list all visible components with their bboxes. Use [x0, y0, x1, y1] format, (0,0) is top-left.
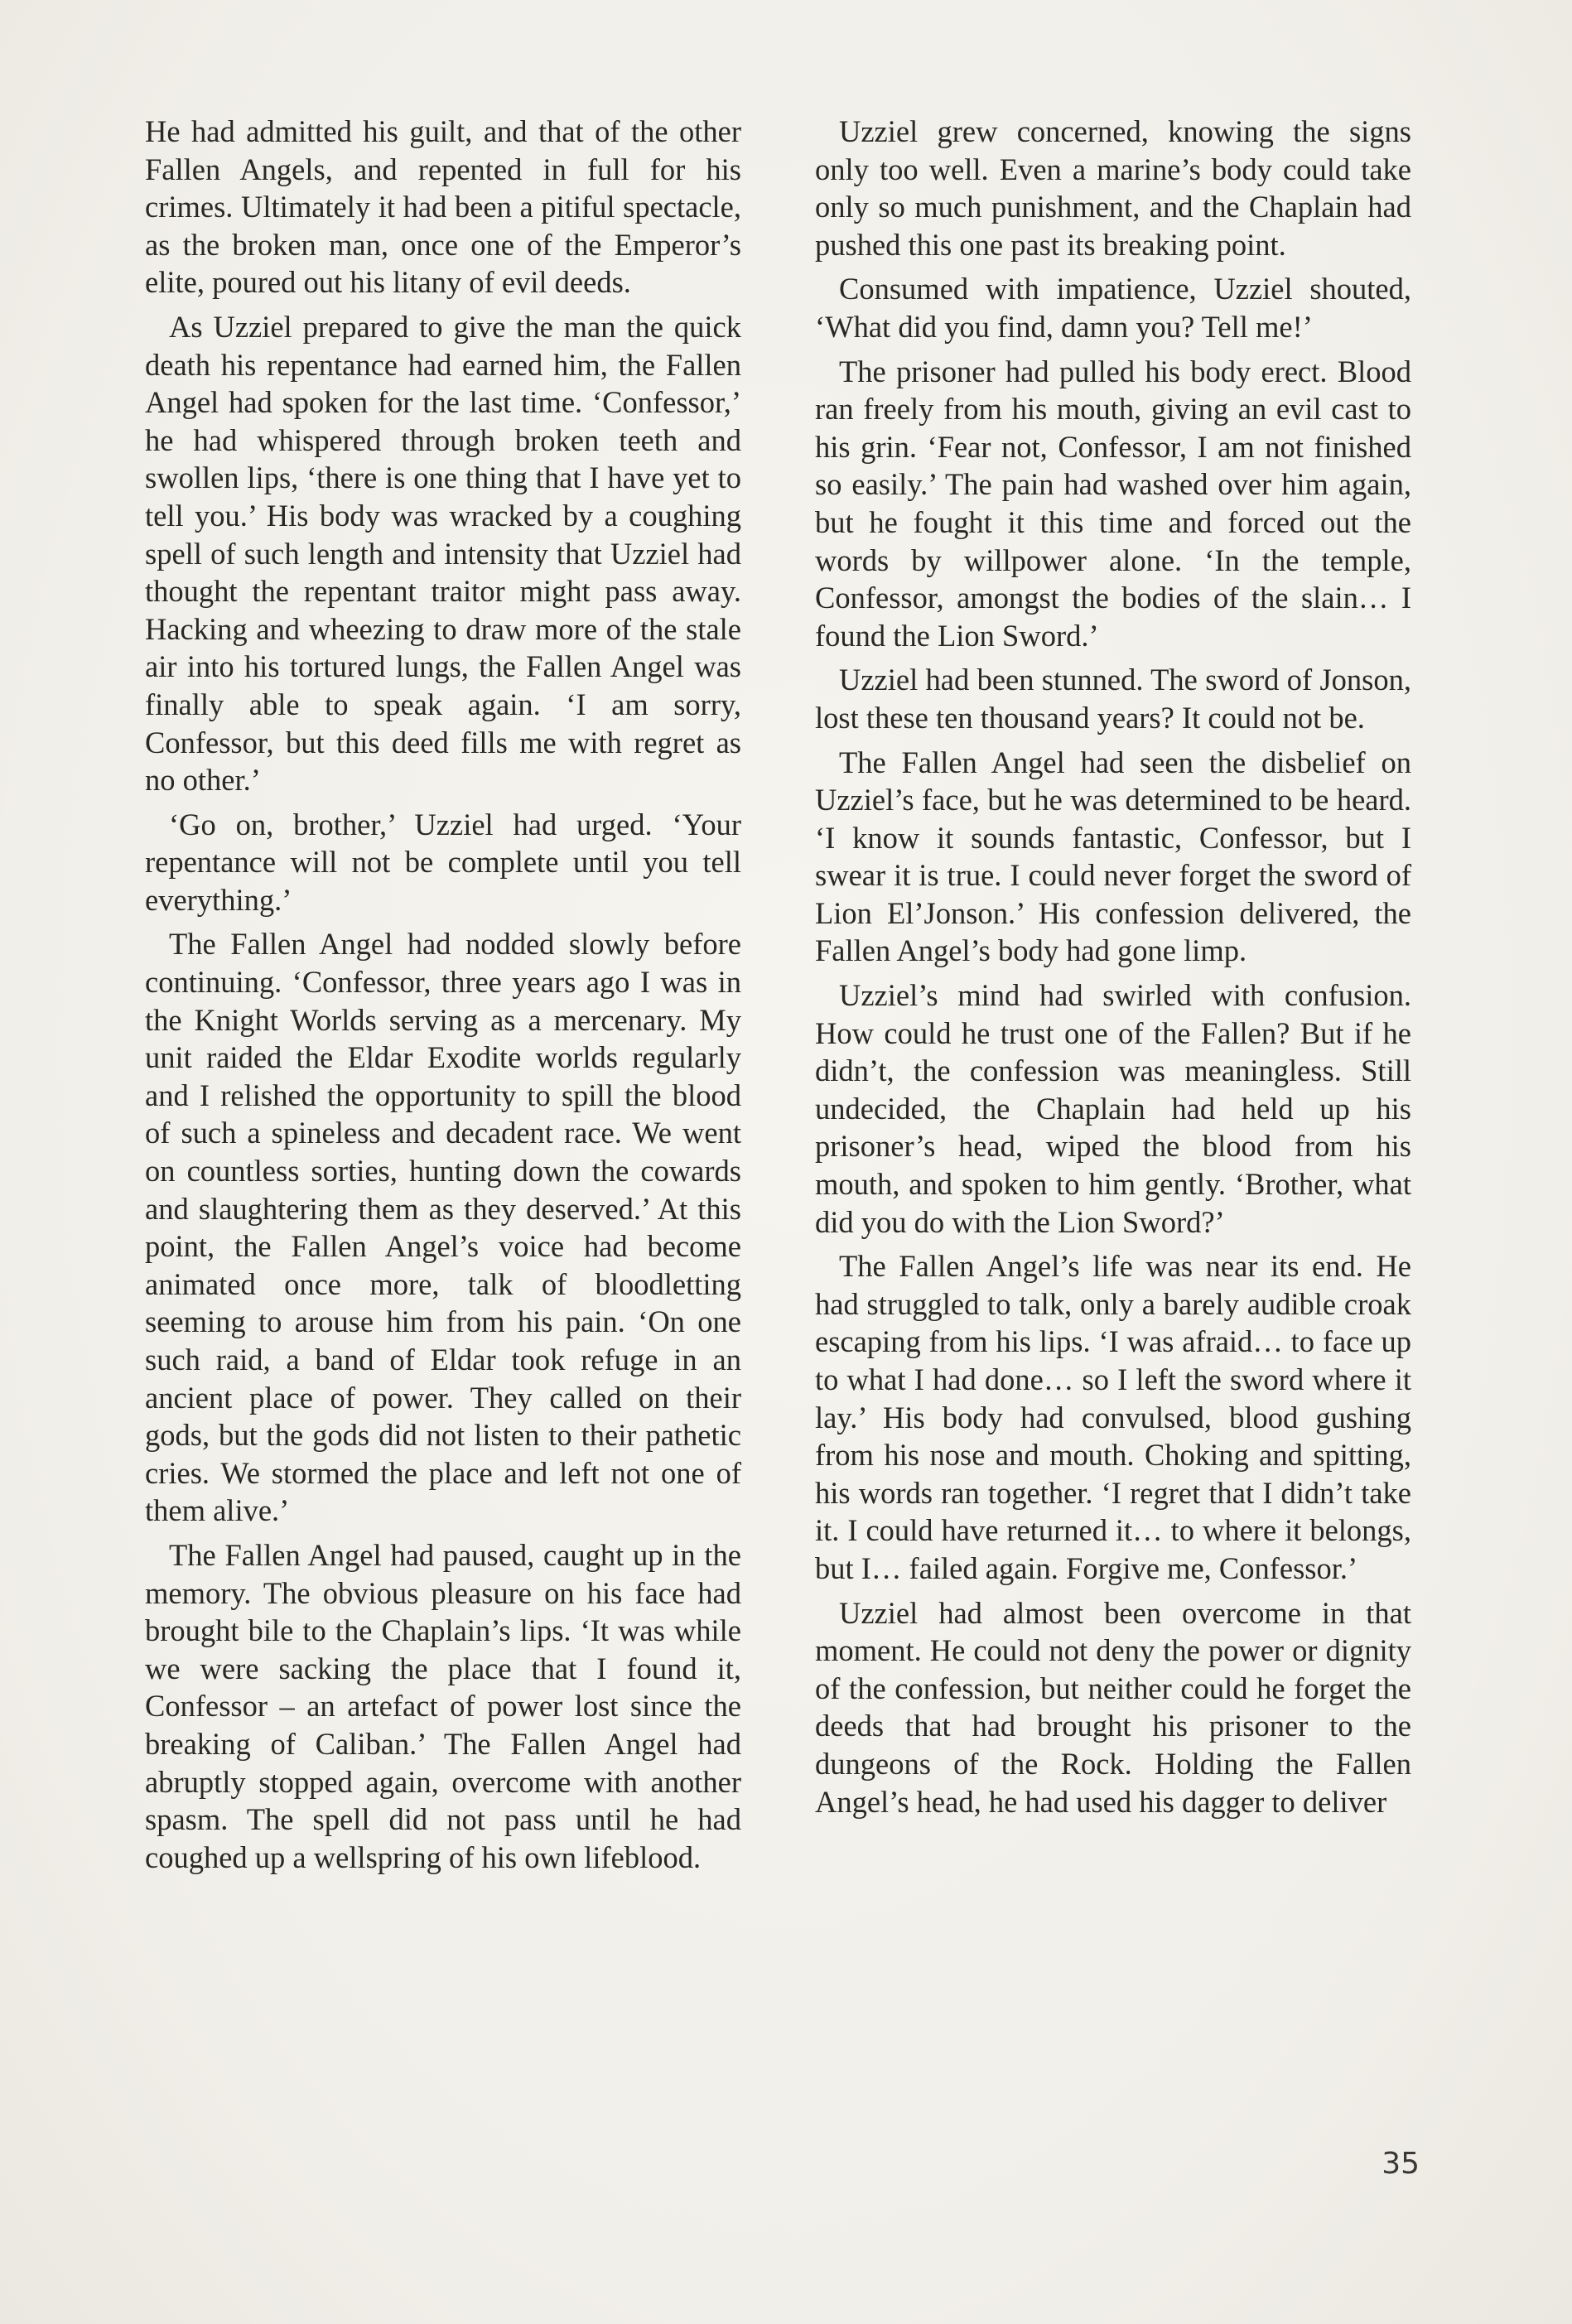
paragraph: The Fallen Angel’s life was near its end. He had struggled to talk, only a barely audible croak escaping from his lips. ‘I was afraid… to face up to what I had done… so I left the sword where it lay.’ His body had convulsed, blood gushing from his nose and mouth. Choking and spitting, his words ran together. ‘I regret that I didn’t take it. I could have returned it… to where it belongs, but I… failed again. Forgive me, Confessor.’	[815, 1249, 1411, 1585]
paragraph: The Fallen Angel had nodded slowly before continuing. ‘Confessor, three years ago I was in the Knight Worlds serving as a mercenary. My unit raided the Eldar Exodite worlds regularly and I relished the opportunity to spill the blood of such a spineless and decadent race. We went on countless sorties, hunting down the cowards and slaughtering them as they deserved.’ At this point, the Fallen Angel’s voice had become animated once more, talk of bloodletting seeming to arouse him from his pain. ‘On one such raid, a band of Eldar took refuge in an ancient place of power. They called on their gods, but the gods did not listen to their pathetic cries. We stormed the place and left not one of them alive.’	[145, 927, 741, 1528]
left-text-column	[145, 113, 741, 1883]
paragraph: Uzziel grew concerned, knowing the signs only too well. Even a marine’s body could take only so much punishment, and the Chaplain had pushed this one past its breaking point.	[815, 114, 1411, 262]
paragraph: Uzziel’s mind had swirled with confusion. How could he trust one of the Fallen? But if he didn’t, the confession was meaningless. Still undecided, the Chaplain had held up his prisoner’s head, wiped the blood from his mouth, and spoken to him gently. ‘Brother, what did you do with the Lion Sword?’	[815, 978, 1411, 1239]
paragraph: As Uzziel prepared to give the man the quick death his repentance had earned him, the Fallen Angel had spoken for the last time. ‘Confessor,’ he had whispered through broken teeth and swollen lips, ‘there is one thing that I have yet to tell you.’ His body was wracked by a coughing spell of such length and intensity that Uzziel had thought the repentant traitor might pass away. Hacking and wheezing to draw more of the stale air into his tortured lungs, the Fallen Angel was finally able to speak again. ‘I am sorry, Confessor, but this deed fills me with regret as no other.’	[145, 309, 741, 798]
paragraph: ‘Go on, brother,’ Uzziel had urged. ‘Your repentance will not be complete until you tell everything.’	[145, 807, 741, 917]
paragraph: Uzziel had almost been overcome in that moment. He could not deny the power or dignity of the confession, but neither could he forget the deeds that had brought his prisoner to the dungeons of the Rock. Holding the Fallen Angel’s head, he had used his dagger to deliver	[815, 1595, 1411, 1819]
right-text-column	[815, 113, 1411, 1827]
paragraph: The Fallen Angel had seen the disbelief on Uzziel’s face, but he was determined to be heard. ‘I know it sounds fantastic, Confessor, but I swear it is true. I could never forget the sword of Lion El’Jonson.’ His confession delivered, the Fallen Angel’s body had gone limp.	[815, 745, 1411, 968]
paragraph: He had admitted his guilt, and that of the other Fallen Angels, and repented in full for his crimes. Ultimately it had been a pitiful spectacle, as the broken man, once one of the Emperor’s elite, poured out his litany of evil deeds.	[145, 114, 741, 300]
paragraph: Consumed with impatience, Uzziel shouted, ‘What did you find, damn you? Tell me!’	[815, 272, 1411, 344]
paragraph: Uzziel had been stunned. The sword of Jonson, lost these ten thousand years? It could not be.	[815, 663, 1411, 735]
paragraph: The prisoner had pulled his body erect. Blood ran freely from his mouth, giving an evil cast to his grin. ‘Fear not, Confessor, I am not finished so easily.’ The pain had washed over him again, but he fought it this time and forced out the words by willpower alone. ‘In the temple, Confessor, amongst the bodies of the slain… I found the Lion Sword.’	[815, 354, 1411, 653]
page-number: 35	[1382, 2147, 1420, 2181]
paragraph: The Fallen Angel had paused, caught up in the memory. The obvious pleasure on his face had brought bile to the Chaplain’s lips. ‘It was while we were sacking the place that I found it, Confessor – an artefact of power lost since the breaking of Caliban.’ The Fallen Angel had abruptly stopped again, overcome with another spasm. The spell did not pass until he had coughed up a wellspring of his own lifeblood.	[145, 1537, 741, 1874]
